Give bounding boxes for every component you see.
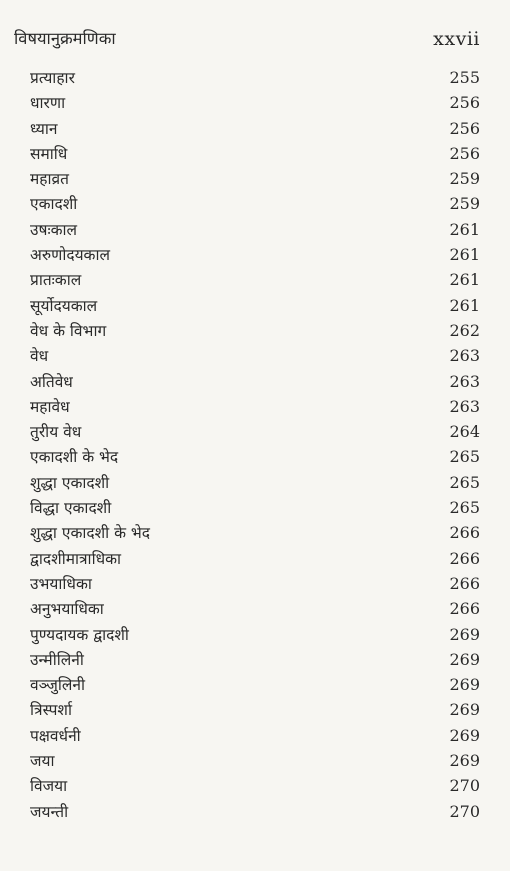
toc-entry-page: 269: [449, 751, 480, 771]
toc-entry: [30, 496, 480, 521]
toc-entry-title: एकादशी: [30, 195, 78, 214]
toc-entry: [30, 344, 480, 369]
toc-entry-title: वेध: [30, 347, 49, 366]
toc-entry: [30, 547, 480, 572]
toc-entry: [30, 420, 480, 445]
toc-entry: [30, 370, 480, 395]
toc-entry-title: विद्धा एकादशी: [30, 499, 112, 518]
toc-entry: [30, 648, 480, 673]
toc-entry-page: 261: [449, 270, 480, 290]
toc-entry-title: ध्यान: [30, 119, 58, 138]
toc-entry: [30, 471, 480, 496]
toc-entry-title: द्वादशीमात्राधिका: [30, 549, 122, 568]
toc-entry-title: शुद्धा एकादशी: [30, 473, 110, 492]
toc-entry-title: धारणा: [30, 94, 66, 113]
toc-entry-page: 270: [449, 776, 480, 796]
toc-entry: [30, 66, 480, 91]
toc-entry-title: विजया: [30, 777, 68, 796]
running-head-title: विषयानुक्रमणिका: [14, 29, 116, 48]
toc-entry: [30, 395, 480, 420]
toc-entry-title: प्रत्याहार: [30, 69, 75, 87]
toc-entry-title: समाधि: [30, 144, 68, 163]
toc-entry: [30, 623, 480, 648]
toc-entry-page: 263: [449, 371, 480, 391]
toc-entry: [30, 774, 480, 799]
toc-entry-page: 261: [449, 245, 480, 265]
toc-entry-title: उषःकाल: [30, 220, 78, 239]
toc-entry-page: 269: [449, 649, 480, 669]
toc-entry-page: 256: [449, 93, 480, 113]
toc-entry-title: अतिवेध: [30, 372, 73, 391]
toc-entry-title: उन्मीलिनी: [30, 650, 84, 669]
toc-entry-title: जयन्ती: [30, 802, 69, 821]
page-header: [14, 18, 480, 54]
toc-entry: [30, 319, 480, 344]
toc-entry: [30, 167, 480, 192]
toc-entry: [30, 724, 480, 749]
toc-entry-title: पक्षवर्धनी: [30, 726, 81, 745]
toc-entry-page: 263: [449, 346, 480, 366]
toc-entry-page: 270: [449, 801, 480, 821]
toc-entry-title: अरुणोदयकाल: [30, 246, 110, 265]
toc-entry-title: प्रातःकाल: [30, 271, 82, 290]
toc-entry-page: 259: [449, 194, 480, 214]
toc-entry-title: वञ्जुलिनी: [30, 676, 86, 695]
toc-entry-page: 266: [449, 599, 480, 619]
toc-entry-page: 265: [449, 447, 480, 467]
toc-entry-title: शुद्धा एकादशी के भेद: [30, 524, 151, 543]
toc-entry-page: 261: [449, 219, 480, 239]
page-number: xxvii: [433, 28, 480, 50]
toc-entry-title: जया: [30, 752, 55, 771]
toc-entry: [30, 698, 480, 723]
toc-entry-title: उभयाधिका: [30, 574, 92, 593]
toc-entry: [30, 218, 480, 243]
table-of-contents: [30, 66, 480, 825]
toc-entry: [30, 91, 480, 116]
toc-entry-page: 265: [449, 498, 480, 518]
toc-entry-title: वेध के विभाग: [30, 321, 107, 340]
toc-entry-page: 259: [449, 169, 480, 189]
toc-entry-page: 261: [449, 295, 480, 315]
toc-entry: [30, 445, 480, 470]
toc-entry-title: महाव्रत: [30, 170, 69, 189]
toc-entry: [30, 243, 480, 268]
toc-entry-page: 255: [449, 68, 480, 87]
toc-entry-title: पुण्यदायक द्वादशी: [30, 625, 129, 644]
toc-entry: [30, 294, 480, 319]
toc-entry-page: 266: [449, 548, 480, 568]
toc-entry-page: 266: [449, 573, 480, 593]
toc-entry: [30, 800, 480, 825]
toc-entry-page: 269: [449, 624, 480, 644]
toc-entry-page: 263: [449, 396, 480, 416]
toc-entry-title: सूर्योदयकाल: [30, 296, 98, 315]
toc-entry-title: महावेध: [30, 397, 70, 416]
toc-entry-page: 269: [449, 700, 480, 720]
toc-entry: [30, 597, 480, 622]
toc-entry-page: 265: [449, 472, 480, 492]
toc-entry-page: 266: [449, 523, 480, 543]
toc-entry: [30, 192, 480, 217]
toc-entry: [30, 749, 480, 774]
toc-entry-page: 269: [449, 725, 480, 745]
toc-entry-title: एकादशी के भेद: [30, 448, 119, 467]
toc-entry: [30, 268, 480, 293]
toc-entry-page: 264: [449, 422, 480, 442]
toc-entry: [30, 521, 480, 546]
toc-entry: [30, 117, 480, 142]
toc-entry-page: 262: [449, 320, 480, 340]
toc-entry-title: अनुभयाधिका: [30, 600, 104, 619]
toc-entry: [30, 673, 480, 698]
toc-entry-page: 256: [449, 143, 480, 163]
toc-entry-title: त्रिस्पर्शा: [30, 701, 72, 720]
toc-entry: [30, 142, 480, 167]
toc-entry-page: 269: [449, 675, 480, 695]
toc-entry-page: 256: [449, 118, 480, 138]
toc-entry-title: तुरीय वेध: [30, 423, 82, 442]
toc-entry: [30, 572, 480, 597]
